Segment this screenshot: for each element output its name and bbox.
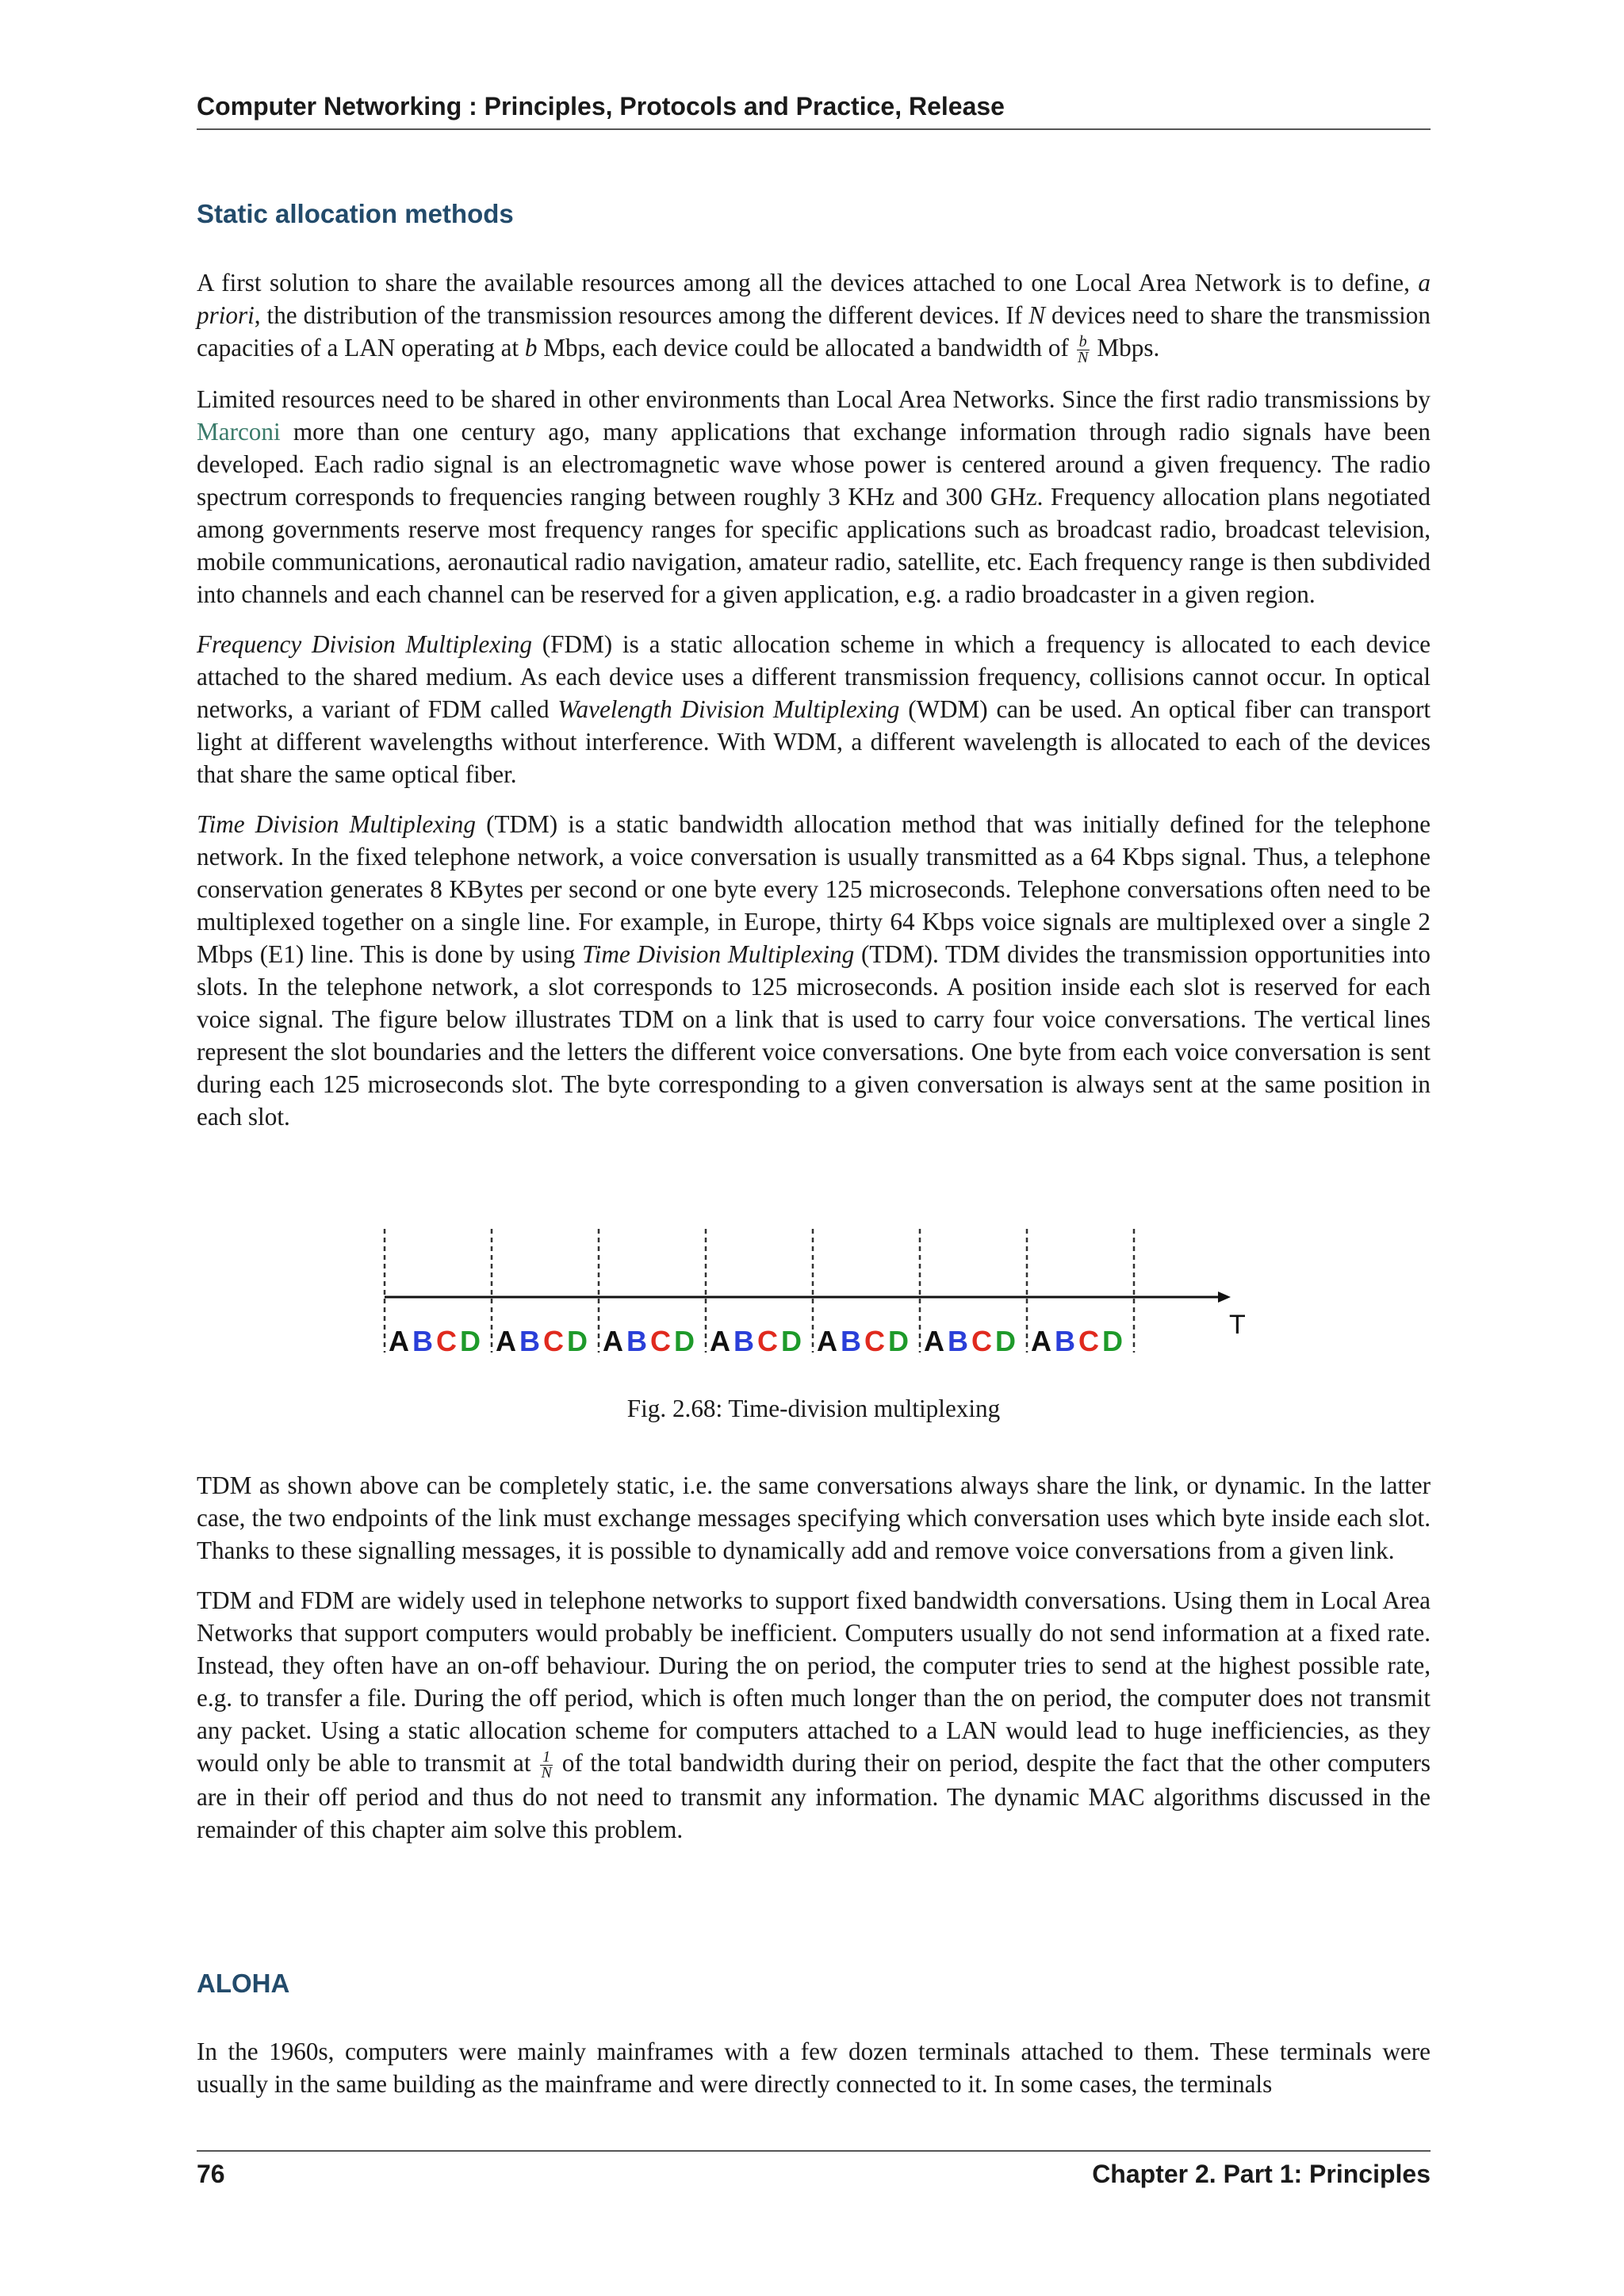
header-divider: [197, 128, 1431, 130]
conversation-letter-d: D: [674, 1325, 695, 1357]
conversation-letter-b: B: [626, 1325, 647, 1357]
conversation-letter-d: D: [1102, 1325, 1123, 1357]
conversation-letter-a: A: [1031, 1325, 1051, 1357]
section-static-allocation-body: [197, 266, 1431, 1133]
paragraph: In the 1960s, computers were mainly mainframes with a few dozen terminals attached to them. These terminals were usually in the same building as the mainframe and were directly connected to it. In some cases, the terminals: [197, 2038, 1431, 2098]
section-title-aloha: ALOHA: [197, 1969, 290, 1998]
conversation-letter-b: B: [519, 1325, 540, 1357]
conversation-letter-a: A: [924, 1325, 944, 1357]
conversation-letter-b: B: [1055, 1325, 1075, 1357]
conversation-letter-c: C: [650, 1325, 671, 1357]
conversation-letter-b: B: [841, 1325, 861, 1357]
figure-caption: Fig. 2.68: Time-division multiplexing: [626, 1395, 1001, 1422]
conversation-letter-a: A: [496, 1325, 516, 1357]
conversation-letter-b: B: [412, 1325, 433, 1357]
paragraph: Time Division Multiplexing (TDM) is a static bandwidth allocation method that was initially defined for the telephone network. In the fixed telephone network, a voice conversation is usually transmitted as a 64 Kbps signal. Thus, a telephone conservation generates 8 KBytes per second or one byte every 125 microseconds. Telephone conversations often need to be multiplexed together on a single line. For example, in Europe, thirty 64 Kbps voice signals are multiplexed over a single 2 Mbps (E1) line. This is done by using Time Division Multiplexing (TDM). TDM divides the transmission opportunities into slots. In the telephone network, a slot corresponds to 125 microseconds. A position inside each slot is reserved for each voice signal. The figure below illustrates TDM on a link that is used to carry four voice conversations. The vertical lines represent the slot boundaries and the letters the different voice conversations. One byte from each voice conversation is sent during each 125 microseconds slot. The byte corresponding to a given conversation is always sent at the same position in each slot.: [197, 810, 1431, 1131]
conversation-letter-a: A: [710, 1325, 730, 1357]
page-number: 76: [197, 2160, 225, 2188]
paragraph: Frequency Division Multiplexing (FDM) is a static allocation scheme in which a frequency is allocated to each device attached to the shared medium. As each device uses a different transmission frequency, collisions cannot occur. In optical networks, a variant of FDM called Wavelength Division Multiplexing (WDM) can be used. An optical fiber can transport light at different wavelengths without interference. With WDM, a different wavelength is allocated to each of the devices that share the same optical fiber.: [197, 630, 1431, 789]
conversation-letter-c: C: [436, 1325, 457, 1357]
paragraph: Limited resources need to be shared in other environments than Local Area Networks. Since the first radio transmissions by Marconi more than one century ago, many applications that exchange information through radio signals have been developed. Each radio signal is an electromagnetic wave whose power is centered around a given frequency. The radio spectrum corresponds to frequencies ranging between roughly 3 KHz and 300 GHz. Frequency allocation plans negotiated among governments reserve most frequency ranges for specific applications such as broadcast radio, broadcast television, mobile communications, aeronautical radio navigation, amateur radio, satellite, etc. Each frequency range is then subdivided into channels and each channel can be reserved for a given application, e.g. a radio broadcaster in a given region.: [197, 385, 1431, 609]
conversation-letter-c: C: [543, 1325, 564, 1357]
conversation-letter-c: C: [1078, 1325, 1099, 1357]
fraction-b-over-n: $\frac{b}{N}$: [1077, 333, 1089, 367]
section-title-static-allocation: Static allocation methods: [197, 199, 514, 228]
conversation-letter-a: A: [389, 1325, 409, 1357]
chapter-label: Chapter 2. Part 1: Principles: [1092, 2160, 1431, 2188]
conversation-letter-a: A: [603, 1325, 623, 1357]
tdm-figure: [373, 1216, 1269, 1367]
conversation-letter-c: C: [971, 1325, 992, 1357]
conversation-letter-d: D: [460, 1325, 481, 1357]
section-static-allocation-continued: [197, 1469, 1431, 1846]
marconi-link[interactable]: Marconi: [197, 418, 281, 446]
conversation-letter-c: C: [757, 1325, 778, 1357]
conversation-letter-c: C: [864, 1325, 885, 1357]
conversation-letter-d: D: [995, 1325, 1016, 1357]
paragraph: A first solution to share the available resources among all the devices attached to one Local Area Network is to define, a priori, the distribution of the transmission resources among the different devices. If N devices need to share the transmission capacities of a LAN operating at b Mbps, each device could be allocated a bandwidth of $\frac{b}{N}$ Mbps.: [197, 269, 1431, 367]
conversation-letter-d: D: [567, 1325, 588, 1357]
conversation-letter-d: D: [888, 1325, 909, 1357]
section-aloha-body: [197, 2035, 1431, 2100]
time-axis-label: T: [1229, 1310, 1246, 1340]
paragraph: TDM as shown above can be completely static, i.e. the same conversations always share the link, or dynamic. In the latter case, the two endpoints of the link must exchange messages specifying which conversation uses which byte inside each slot. Thanks to these signalling messages, it is possible to dynamically add and remove voice conversations from a given link.: [197, 1471, 1431, 1564]
running-header: Computer Networking : Principles, Protocols and Practice, Release: [197, 92, 1005, 121]
tdm-diagram: [373, 1216, 1269, 1367]
paragraph: TDM and FDM are widely used in telephone networks to support fixed bandwidth conversations. Using them in Local Area Networks that support computers would probably be inefficient. Computers usually do not send information at a fixed rate. Instead, they often have an on-off behaviour. During the on period, the computer tries to send at the highest possible rate, e.g. to transfer a file. During the off period, which is often much longer than the on period, the computer does not transmit any packet. Using a static allocation scheme for computers attached to a LAN would lead to huge inefficiencies, as they would only be able to transmit at $\frac{1}{N}$ of the total bandwidth during their on period, despite the fact that the other computers are in their off period and thus do not need to transmit any information. The dynamic MAC algorithms discussed in the remainder of this chapter aim solve this problem.: [197, 1586, 1431, 1844]
fraction-1-over-n: $\frac{1}{N}$: [541, 1748, 552, 1782]
footer-divider: [197, 2150, 1431, 2152]
conversation-letter-b: B: [733, 1325, 754, 1357]
conversation-letter-a: A: [817, 1325, 837, 1357]
conversation-letter-b: B: [948, 1325, 968, 1357]
time-axis-arrowhead: [1218, 1292, 1231, 1303]
conversation-letter-d: D: [781, 1325, 802, 1357]
